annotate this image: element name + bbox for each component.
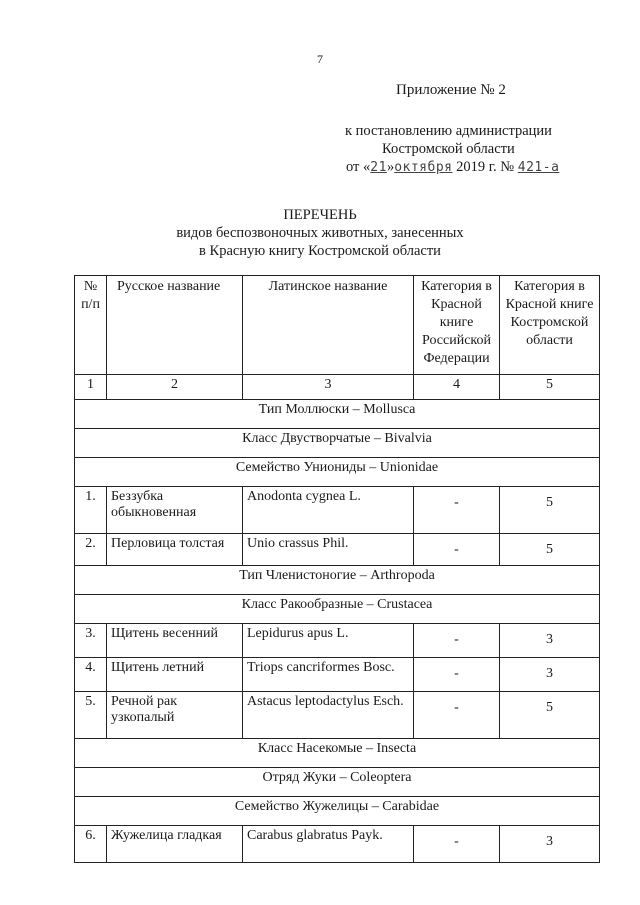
row-num: 1. xyxy=(75,487,107,534)
row-russian: Беззубка обыкновенная xyxy=(107,487,243,534)
section-label: Семейство Униониды – Unionidae xyxy=(75,458,600,487)
col-number: 4 xyxy=(414,375,500,400)
table-row xyxy=(75,487,600,534)
title-line-3: в Красную книгу Костромской области xyxy=(199,243,441,259)
row-latin: Unio crassus Phil. xyxy=(243,534,414,566)
section-label: Семейство Жужелицы – Carabidae xyxy=(75,797,600,826)
section-label: Тип Членистоногие – Arthropoda xyxy=(75,566,600,595)
section-row xyxy=(75,400,600,429)
header-russian: Русское название xyxy=(107,276,243,375)
row-num: 5. xyxy=(75,692,107,739)
decree-mid1: » xyxy=(386,159,395,175)
header-num: № п/п xyxy=(75,276,107,375)
row-russian: Жужелица гладкая xyxy=(107,826,243,863)
row-cat-ko: 3 xyxy=(500,658,600,692)
header-cat-rf: Категория в Красной книге Российской Федерации xyxy=(414,276,500,375)
document-title xyxy=(0,206,640,260)
page-number: 7 xyxy=(317,52,323,66)
appendix-heading: Приложение № 2 xyxy=(396,82,506,98)
decree-number: 421-а xyxy=(517,160,560,175)
row-russian: Щитень летний xyxy=(107,658,243,692)
header-latin: Латинское название xyxy=(243,276,414,375)
species-table xyxy=(74,275,600,863)
decree-mid2: 2019 г. № xyxy=(452,159,518,175)
title-line-1: ПЕРЕЧЕНЬ xyxy=(283,207,357,223)
row-latin: Astacus leptodactylus Esch. xyxy=(243,692,414,739)
table-row xyxy=(75,624,600,658)
row-russian: Щитень весенний xyxy=(107,624,243,658)
decree-line-2: Костромской области xyxy=(382,141,515,157)
decree-month: октября xyxy=(394,160,453,175)
col-number: 1 xyxy=(75,375,107,400)
title-line-2: видов беспозвоночных животных, занесенных xyxy=(176,225,464,241)
row-latin: Lepidurus apus L. xyxy=(243,624,414,658)
row-cat-ko: 5 xyxy=(500,692,600,739)
row-cat-ko: 3 xyxy=(500,826,600,863)
section-row xyxy=(75,458,600,487)
row-russian: Речной рак узкопалый xyxy=(107,692,243,739)
row-latin: Anodonta cygnea L. xyxy=(243,487,414,534)
row-latin: Triops cancriformes Bosc. xyxy=(243,658,414,692)
col-number: 3 xyxy=(243,375,414,400)
section-label: Класс Ракообразные – Crustacea xyxy=(75,595,600,624)
decree-day: 21 xyxy=(370,160,387,175)
table-header-row xyxy=(75,276,600,375)
row-latin: Carabus glabratus Payk. xyxy=(243,826,414,863)
row-cat-rf: - xyxy=(414,658,500,692)
row-cat-rf: - xyxy=(414,826,500,863)
row-cat-rf: - xyxy=(414,487,500,534)
section-label: Тип Моллюски – Mollusca xyxy=(75,400,600,429)
row-num: 4. xyxy=(75,658,107,692)
decree-line-3 xyxy=(346,158,559,177)
row-cat-rf: - xyxy=(414,692,500,739)
section-row xyxy=(75,429,600,458)
table-row xyxy=(75,826,600,863)
row-cat-ko: 5 xyxy=(500,534,600,566)
row-num: 3. xyxy=(75,624,107,658)
column-number-row xyxy=(75,375,600,400)
decree-prefix: от « xyxy=(346,159,371,175)
section-row xyxy=(75,595,600,624)
row-cat-rf: - xyxy=(414,624,500,658)
col-number: 5 xyxy=(500,375,600,400)
decree-line-1: к постановлению администрации xyxy=(345,123,552,139)
row-num: 2. xyxy=(75,534,107,566)
section-label: Класс Двустворчатые – Bivalvia xyxy=(75,429,600,458)
col-number: 2 xyxy=(107,375,243,400)
section-label: Отряд Жуки – Coleoptera xyxy=(75,768,600,797)
section-label: Класс Насекомые – Insecta xyxy=(75,739,600,768)
row-num: 6. xyxy=(75,826,107,863)
table-row xyxy=(75,534,600,566)
row-cat-rf: - xyxy=(414,534,500,566)
row-cat-ko: 3 xyxy=(500,624,600,658)
row-cat-ko: 5 xyxy=(500,487,600,534)
table-row xyxy=(75,658,600,692)
section-row xyxy=(75,768,600,797)
row-russian: Перловица толстая xyxy=(107,534,243,566)
section-row xyxy=(75,739,600,768)
section-row xyxy=(75,566,600,595)
header-cat-ko: Категория в Красной книге Костромской области xyxy=(500,276,600,375)
table-row xyxy=(75,692,600,739)
section-row xyxy=(75,797,600,826)
